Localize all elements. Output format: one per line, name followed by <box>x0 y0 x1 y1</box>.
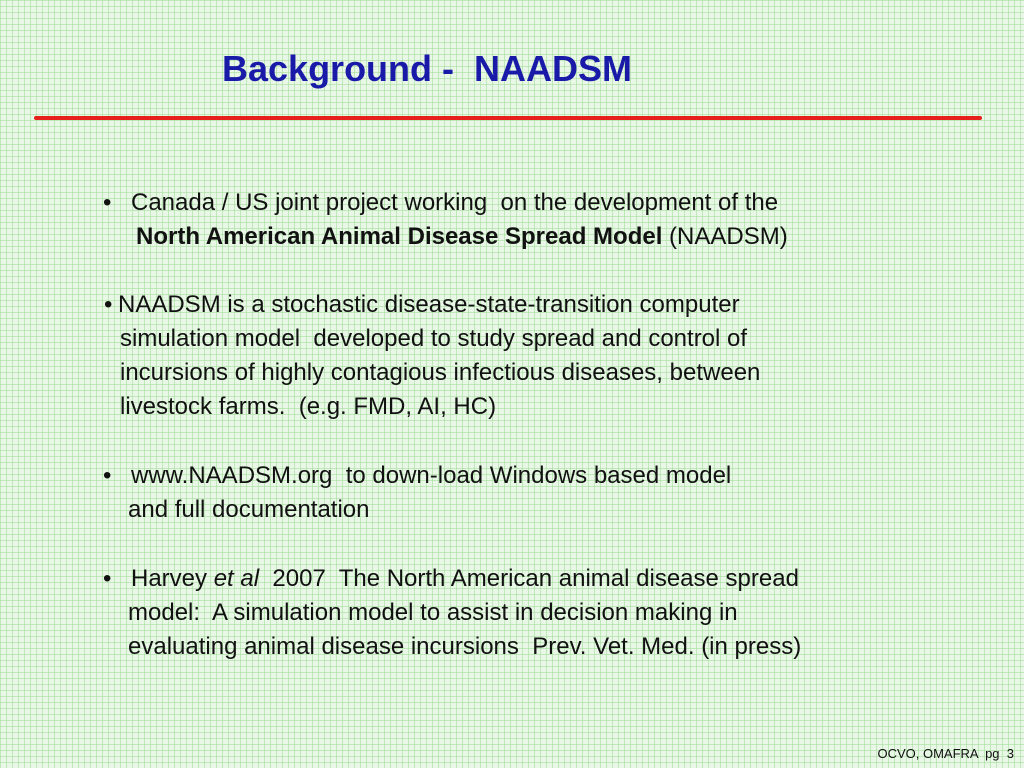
slide-title: Background - NAADSM <box>222 48 633 89</box>
bullet-2-line-3: incursions of highly contagious infectious diseases, between <box>120 359 761 386</box>
bullet-marker: • <box>103 189 112 216</box>
title-underline <box>34 116 982 120</box>
slide-footer: OCVO, OMAFRA pg 3 <box>877 746 1014 761</box>
bullet-4-line-3: evaluating animal disease incursions Prev. Vet. Med. (in press) <box>128 633 802 660</box>
citation-title: 2007 The North American animal disease spread <box>259 565 799 592</box>
model-name-bold: North American Animal Disease Spread Model <box>136 223 663 250</box>
model-acronym: (NAADSM) <box>662 223 788 250</box>
citation-et-al: et al <box>213 565 260 592</box>
bullet-marker: • <box>103 462 112 489</box>
bullet-1-line-2 <box>136 222 788 252</box>
bullet-1-line-1: Canada / US joint project working on the development of the <box>131 189 779 216</box>
bullet-2-line-2: simulation model developed to study spread and control of <box>120 325 748 352</box>
bullet-4-line-2: model: A simulation model to assist in decision making in <box>128 599 738 626</box>
bullet-3-line-2: and full documentation <box>128 496 370 523</box>
naadsm-website-link: www.NAADSM.org to down-load Windows based model <box>131 462 732 489</box>
bullet-2-line-1: NAADSM is a stochastic disease-state-transition computer <box>118 291 740 318</box>
bullet-marker: • <box>103 565 112 592</box>
bullet-marker: • <box>104 291 113 318</box>
bullet-4-line-1 <box>131 564 799 594</box>
bullet-2-line-4: livestock farms. (e.g. FMD, AI, HC) <box>120 393 497 420</box>
citation-author: Harvey <box>131 565 214 592</box>
